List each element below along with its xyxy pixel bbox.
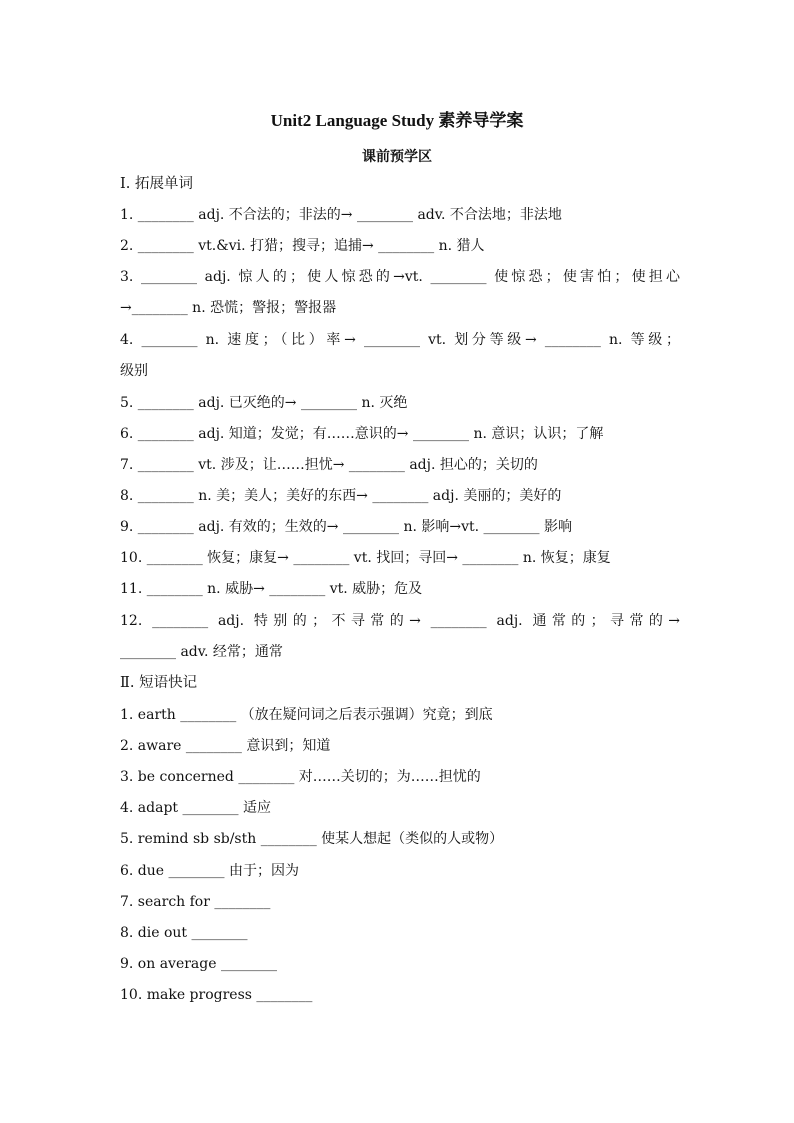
phrase-line: 1. earth ________ （放在疑问词之后表示强调）究竟；到底 (120, 707, 493, 723)
vocab-line: 7. ________ vt. 涉及；让……担忧→ ________ adj. 担心的；关切的 (120, 457, 538, 473)
vocab-line: 2. ________ vt.&vi. 打猎；搜寻；追捕→ ________ n. 猎人 (120, 238, 485, 254)
phrase-line: 6. due ________ 由于；因为 (120, 863, 299, 879)
vocab-line: 10. ________ 恢复；康复→ ________ vt. 找回；寻回→ ________ n. 恢复；康复 (120, 550, 611, 566)
vocab-line: →________ n. 恐慌；警报；警报器 (120, 300, 337, 316)
phrase-line: 8. die out ________ (120, 925, 248, 941)
vocab-line: 级别 (120, 363, 148, 379)
vocab-line: ________ adv. 经常；通常 (120, 644, 283, 660)
phrase-line: 3. be concerned ________ 对……关切的；为……担忧的 (120, 769, 481, 785)
vocab-line: 9. ________ adj. 有效的；生效的→ ________ n. 影响→vt. ________ 影响 (120, 519, 572, 535)
phrase-line: 4. adapt ________ 适应 (120, 800, 271, 816)
section-heading-vocabulary: Ⅰ. 拓展单词 (120, 176, 193, 192)
vocab-line: 12. ________ adj. 特别的；不寻常的→ ________ adj. 通常的；寻常的→ (120, 613, 680, 629)
section-heading-phrases: Ⅱ. 短语快记 (120, 675, 198, 691)
vocab-line: 6. ________ adj. 知道；发觉；有……意识的→ ________ n. 意识；认识；了解 (120, 426, 604, 442)
vocab-line: 8. ________ n. 美；美人；美好的东西→ ________ adj. 美丽的；美好的 (120, 488, 562, 504)
vocab-line: 11. ________ n. 威胁→ ________ vt. 威胁；危及 (120, 581, 423, 597)
vocab-line: 1. ________ adj. 不合法的；非法的→ ________ adv. 不合法地；非法地 (120, 207, 562, 223)
vocab-line: 4. ________ n. 速度；（比）率→ ________ vt. 划分等级→ ________ n. 等级； (120, 332, 680, 348)
vocab-line: 5. ________ adj. 已灭绝的→ ________ n. 灭绝 (120, 395, 408, 411)
phrase-line: 2. aware ________ 意识到；知道 (120, 738, 331, 754)
page-subtitle: 课前预学区 (362, 149, 432, 165)
phrase-line: 10. make progress ________ (120, 987, 313, 1003)
phrase-line: 7. search for ________ (120, 894, 271, 910)
phrase-line: 9. on average ________ (120, 956, 277, 972)
page-title: Unit2 Language Study 素养导学案 (270, 111, 524, 130)
phrase-line: 5. remind sb sb/sth ________ 使某人想起（类似的人或物） (120, 831, 504, 847)
vocab-line: 3. ________ adj. 惊人的；使人惊恐的→vt. ________ 使惊恐；使害怕；使担心 (120, 269, 680, 285)
